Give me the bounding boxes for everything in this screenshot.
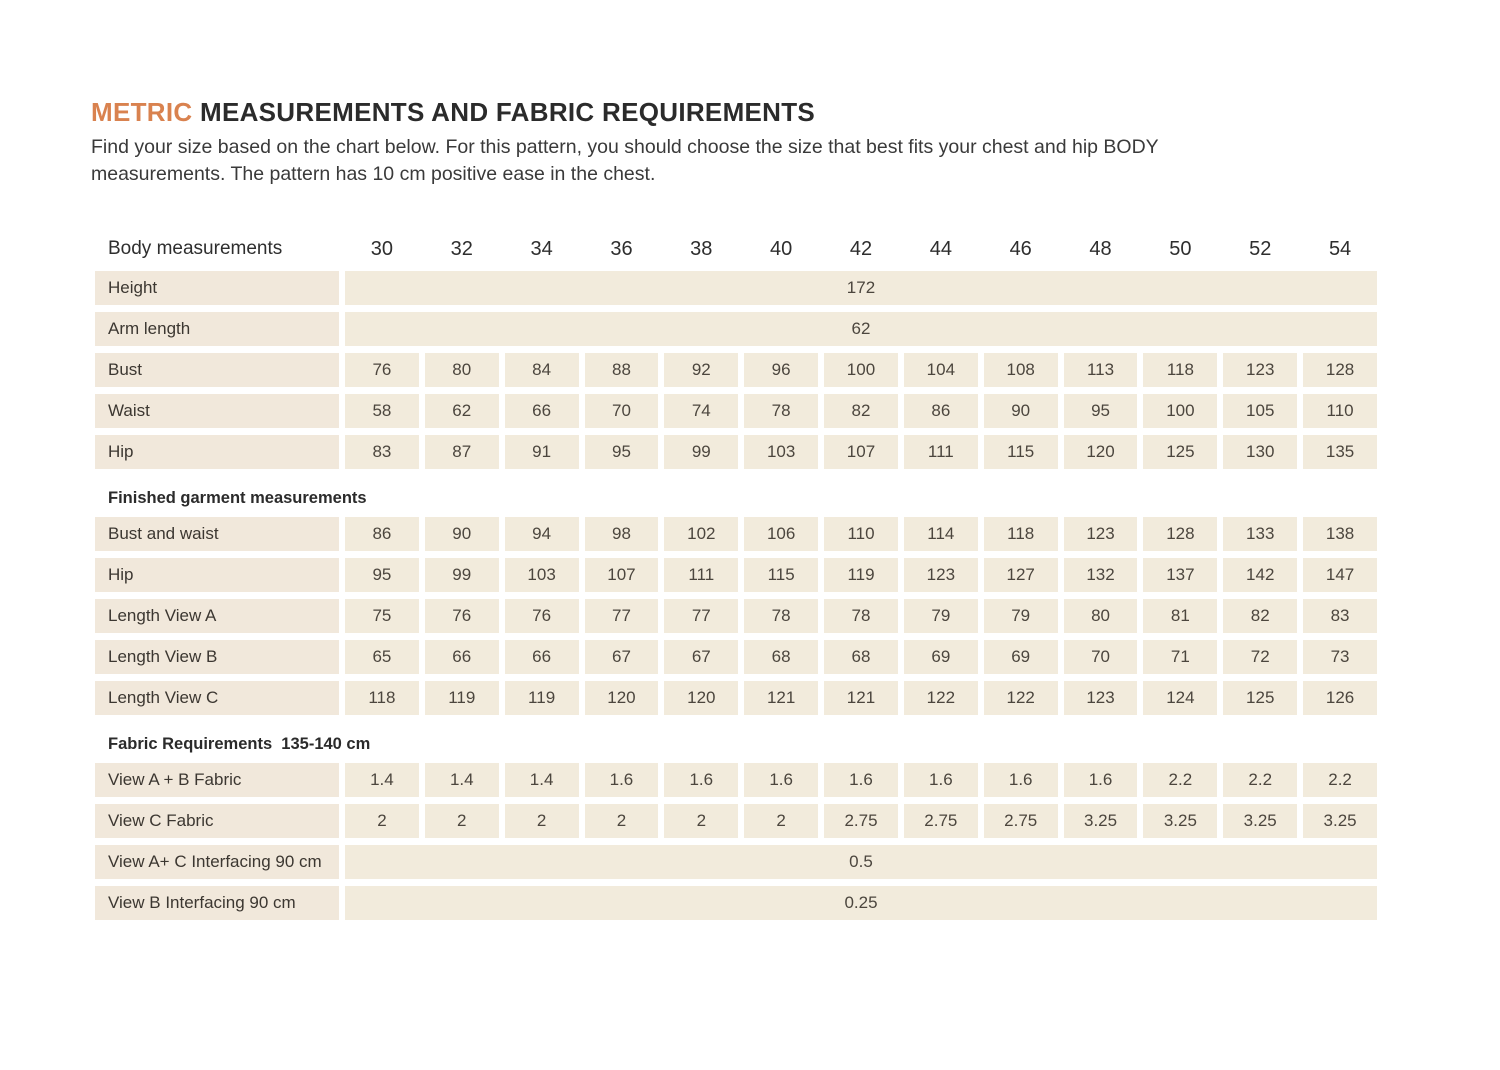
value-length-view-c-size-34: 119 bbox=[505, 681, 579, 715]
value-view-a-b-fabric-size-36: 1.6 bbox=[585, 763, 659, 797]
value-bust-and-waist-size-46: 118 bbox=[984, 517, 1058, 551]
value-length-view-a-size-34: 76 bbox=[505, 599, 579, 633]
value-length-view-b-size-30: 65 bbox=[345, 640, 419, 674]
value-view-c-fabric-size-52: 3.25 bbox=[1223, 804, 1297, 838]
size-column-header-32: 32 bbox=[450, 237, 473, 260]
value-bust-and-waist-size-30: 86 bbox=[345, 517, 419, 551]
value-length-view-c-size-38: 120 bbox=[664, 681, 738, 715]
value-hip-size-30: 83 bbox=[345, 435, 419, 469]
value-length-view-a-size-48: 80 bbox=[1064, 599, 1138, 633]
value-bust-size-50: 118 bbox=[1143, 353, 1217, 387]
row-label-view-c-fabric: View C Fabric bbox=[95, 804, 339, 838]
value-length-view-b-size-44: 69 bbox=[904, 640, 978, 674]
value-waist-size-40: 78 bbox=[744, 394, 818, 428]
row-label-height: Height bbox=[95, 271, 339, 305]
value-view-a-b-fabric-size-40: 1.6 bbox=[744, 763, 818, 797]
value-bust-size-46: 108 bbox=[984, 353, 1058, 387]
value-length-view-a-size-32: 76 bbox=[425, 599, 499, 633]
page-title-accent: METRIC bbox=[91, 97, 193, 127]
value-waist-size-54: 110 bbox=[1303, 394, 1377, 428]
size-column-header-34: 34 bbox=[530, 237, 553, 260]
size-column-header-38: 38 bbox=[690, 237, 713, 260]
value-length-view-b-size-48: 70 bbox=[1064, 640, 1138, 674]
value-bust-and-waist-size-50: 128 bbox=[1143, 517, 1217, 551]
value-hip-size-42: 107 bbox=[824, 435, 898, 469]
value-hip-size-40: 115 bbox=[744, 558, 818, 592]
value-view-c-fabric-size-34: 2 bbox=[505, 804, 579, 838]
row-label-view-a-c-interfacing-90-cm: View A+ C Interfacing 90 cm bbox=[95, 845, 339, 879]
value-bust-and-waist-size-42: 110 bbox=[824, 517, 898, 551]
value-view-a-b-fabric-size-48: 1.6 bbox=[1064, 763, 1138, 797]
value-hip-size-46: 127 bbox=[984, 558, 1058, 592]
value-length-view-c-size-52: 125 bbox=[1223, 681, 1297, 715]
page-title-rest: MEASUREMENTS AND FABRIC REQUIREMENTS bbox=[192, 97, 816, 127]
value-view-c-fabric-size-30: 2 bbox=[345, 804, 419, 838]
value-hip-size-54: 147 bbox=[1303, 558, 1377, 592]
value-view-c-fabric-size-36: 2 bbox=[585, 804, 659, 838]
row-label-arm-length: Arm length bbox=[95, 312, 339, 346]
value-bust-and-waist-size-32: 90 bbox=[425, 517, 499, 551]
value-waist-size-48: 95 bbox=[1064, 394, 1138, 428]
value-length-view-c-size-54: 126 bbox=[1303, 681, 1377, 715]
value-bust-size-48: 113 bbox=[1064, 353, 1138, 387]
size-column-header-48: 48 bbox=[1089, 237, 1112, 260]
value-hip-size-38: 99 bbox=[664, 435, 738, 469]
row-label-bust-and-waist: Bust and waist bbox=[95, 517, 339, 551]
value-view-a-b-fabric-size-34: 1.4 bbox=[505, 763, 579, 797]
value-length-view-c-size-48: 123 bbox=[1064, 681, 1138, 715]
size-column-header-54: 54 bbox=[1328, 237, 1352, 260]
size-table bbox=[95, 234, 1377, 920]
value-waist-size-52: 105 bbox=[1223, 394, 1297, 428]
value-view-a-b-fabric-size-32: 1.4 bbox=[425, 763, 499, 797]
value-bust-and-waist-size-52: 133 bbox=[1223, 517, 1297, 551]
value-view-a-b-fabric-size-50: 2.2 bbox=[1143, 763, 1217, 797]
section-header-fabric-requirements: Fabric Requirements 135-140 cm bbox=[108, 734, 371, 753]
value-length-view-b-size-46: 69 bbox=[984, 640, 1058, 674]
value-length-view-c-size-42: 121 bbox=[824, 681, 898, 715]
value-view-c-fabric-size-32: 2 bbox=[425, 804, 499, 838]
value-length-view-b-size-42: 68 bbox=[824, 640, 898, 674]
value-view-a-b-fabric-size-52: 2.2 bbox=[1223, 763, 1297, 797]
row-value-span-view-a-c-interfacing-90-cm: 0.5 bbox=[345, 845, 1377, 879]
column-header-body-measurements: Body measurements bbox=[108, 238, 283, 259]
intro-text bbox=[91, 134, 1341, 188]
value-hip-size-44: 123 bbox=[904, 558, 978, 592]
intro-text-line1: Find your size based on the chart below. For this pattern, you should choose the size that best fits your chest and hip BODY bbox=[91, 136, 1159, 158]
value-view-a-b-fabric-size-46: 1.6 bbox=[984, 763, 1058, 797]
value-view-c-fabric-size-44: 2.75 bbox=[904, 804, 978, 838]
value-bust-and-waist-size-44: 114 bbox=[904, 517, 978, 551]
section-header-finished-garment: Finished garment measurements bbox=[108, 488, 367, 507]
value-length-view-c-size-44: 122 bbox=[904, 681, 978, 715]
intro-text-line2: measurements. The pattern has 10 cm positive ease in the chest. bbox=[91, 163, 656, 185]
value-bust-and-waist-size-54: 138 bbox=[1303, 517, 1377, 551]
value-length-view-b-size-40: 68 bbox=[744, 640, 818, 674]
value-view-a-b-fabric-size-38: 1.6 bbox=[664, 763, 738, 797]
row-value-span-arm-length: 62 bbox=[345, 312, 1377, 346]
value-hip-size-30: 95 bbox=[345, 558, 419, 592]
value-waist-size-44: 86 bbox=[904, 394, 978, 428]
value-hip-size-40: 103 bbox=[744, 435, 818, 469]
row-label-view-b-interfacing-90-cm: View B Interfacing 90 cm bbox=[95, 886, 339, 920]
value-bust-size-38: 92 bbox=[664, 353, 738, 387]
value-length-view-a-size-30: 75 bbox=[345, 599, 419, 633]
row-label-hip: Hip bbox=[95, 435, 339, 469]
value-waist-size-46: 90 bbox=[984, 394, 1058, 428]
value-hip-size-48: 132 bbox=[1064, 558, 1138, 592]
value-length-view-c-size-50: 124 bbox=[1143, 681, 1217, 715]
value-view-a-b-fabric-size-54: 2.2 bbox=[1303, 763, 1377, 797]
value-bust-size-30: 76 bbox=[345, 353, 419, 387]
value-length-view-a-size-52: 82 bbox=[1223, 599, 1297, 633]
value-hip-size-52: 142 bbox=[1223, 558, 1297, 592]
value-view-a-b-fabric-size-30: 1.4 bbox=[345, 763, 419, 797]
value-length-view-c-size-30: 118 bbox=[345, 681, 419, 715]
value-length-view-b-size-52: 72 bbox=[1223, 640, 1297, 674]
value-waist-size-34: 66 bbox=[505, 394, 579, 428]
size-column-header-42: 42 bbox=[849, 237, 873, 260]
value-hip-size-32: 99 bbox=[425, 558, 499, 592]
size-column-header-36: 36 bbox=[610, 237, 633, 260]
value-bust-and-waist-size-34: 94 bbox=[505, 517, 579, 551]
value-bust-size-54: 128 bbox=[1303, 353, 1377, 387]
value-view-a-b-fabric-size-42: 1.6 bbox=[824, 763, 898, 797]
row-label-length-view-b: Length View B bbox=[95, 640, 339, 674]
value-bust-size-36: 88 bbox=[585, 353, 659, 387]
value-view-c-fabric-size-50: 3.25 bbox=[1143, 804, 1217, 838]
row-label-view-a-b-fabric: View A + B Fabric bbox=[95, 763, 339, 797]
value-length-view-a-size-40: 78 bbox=[744, 599, 818, 633]
value-length-view-a-size-42: 78 bbox=[824, 599, 898, 633]
size-column-header-50: 50 bbox=[1169, 237, 1192, 260]
value-length-view-c-size-46: 122 bbox=[984, 681, 1058, 715]
value-waist-size-32: 62 bbox=[425, 394, 499, 428]
value-bust-and-waist-size-48: 123 bbox=[1064, 517, 1138, 551]
value-length-view-a-size-36: 77 bbox=[585, 599, 659, 633]
row-label-bust: Bust bbox=[95, 353, 339, 387]
row-label-waist: Waist bbox=[95, 394, 339, 428]
value-length-view-b-size-32: 66 bbox=[425, 640, 499, 674]
value-view-c-fabric-size-38: 2 bbox=[664, 804, 738, 838]
value-bust-size-44: 104 bbox=[904, 353, 978, 387]
size-column-header-40: 40 bbox=[770, 237, 793, 260]
value-view-c-fabric-size-46: 2.75 bbox=[984, 804, 1058, 838]
value-hip-size-50: 137 bbox=[1143, 558, 1217, 592]
value-hip-size-32: 87 bbox=[425, 435, 499, 469]
row-label-hip: Hip bbox=[95, 558, 339, 592]
value-length-view-b-size-36: 67 bbox=[585, 640, 659, 674]
value-hip-size-36: 107 bbox=[585, 558, 659, 592]
value-bust-and-waist-size-40: 106 bbox=[744, 517, 818, 551]
value-waist-size-42: 82 bbox=[824, 394, 898, 428]
value-hip-size-36: 95 bbox=[585, 435, 659, 469]
value-length-view-b-size-50: 71 bbox=[1143, 640, 1217, 674]
value-length-view-a-size-46: 79 bbox=[984, 599, 1058, 633]
value-waist-size-50: 100 bbox=[1143, 394, 1217, 428]
value-view-c-fabric-size-40: 2 bbox=[744, 804, 818, 838]
value-view-c-fabric-size-54: 3.25 bbox=[1303, 804, 1377, 838]
size-column-header-52: 52 bbox=[1249, 237, 1272, 260]
row-value-span-view-b-interfacing-90-cm: 0.25 bbox=[345, 886, 1377, 920]
value-hip-size-42: 119 bbox=[824, 558, 898, 592]
value-hip-size-34: 91 bbox=[505, 435, 579, 469]
size-column-header-44: 44 bbox=[929, 237, 952, 260]
value-hip-size-46: 115 bbox=[984, 435, 1058, 469]
value-length-view-c-size-40: 121 bbox=[744, 681, 818, 715]
value-bust-size-32: 80 bbox=[425, 353, 499, 387]
value-bust-and-waist-size-38: 102 bbox=[664, 517, 738, 551]
value-hip-size-54: 135 bbox=[1303, 435, 1377, 469]
value-length-view-c-size-32: 119 bbox=[425, 681, 499, 715]
value-waist-size-36: 70 bbox=[585, 394, 659, 428]
value-hip-size-38: 111 bbox=[664, 558, 738, 592]
row-label-length-view-c: Length View C bbox=[95, 681, 339, 715]
value-bust-size-52: 123 bbox=[1223, 353, 1297, 387]
value-bust-size-40: 96 bbox=[744, 353, 818, 387]
value-hip-size-34: 103 bbox=[505, 558, 579, 592]
value-bust-size-34: 84 bbox=[505, 353, 579, 387]
value-view-c-fabric-size-42: 2.75 bbox=[824, 804, 898, 838]
page-title bbox=[91, 97, 1500, 127]
value-length-view-b-size-34: 66 bbox=[505, 640, 579, 674]
value-length-view-b-size-38: 67 bbox=[664, 640, 738, 674]
value-length-view-a-size-54: 83 bbox=[1303, 599, 1377, 633]
value-hip-size-52: 130 bbox=[1223, 435, 1297, 469]
value-view-a-b-fabric-size-44: 1.6 bbox=[904, 763, 978, 797]
value-hip-size-44: 111 bbox=[904, 435, 978, 469]
value-length-view-c-size-36: 120 bbox=[585, 681, 659, 715]
value-length-view-a-size-50: 81 bbox=[1143, 599, 1217, 633]
value-length-view-b-size-54: 73 bbox=[1303, 640, 1377, 674]
value-length-view-a-size-38: 77 bbox=[664, 599, 738, 633]
row-label-length-view-a: Length View A bbox=[95, 599, 339, 633]
value-view-c-fabric-size-48: 3.25 bbox=[1064, 804, 1138, 838]
value-bust-size-42: 100 bbox=[824, 353, 898, 387]
value-hip-size-48: 120 bbox=[1064, 435, 1138, 469]
value-waist-size-30: 58 bbox=[345, 394, 419, 428]
value-bust-and-waist-size-36: 98 bbox=[585, 517, 659, 551]
value-hip-size-50: 125 bbox=[1143, 435, 1217, 469]
value-waist-size-38: 74 bbox=[664, 394, 738, 428]
size-column-header-46: 46 bbox=[1009, 237, 1032, 260]
value-length-view-a-size-44: 79 bbox=[904, 599, 978, 633]
size-column-header-30: 30 bbox=[370, 237, 394, 260]
row-value-span-height: 172 bbox=[345, 271, 1377, 305]
